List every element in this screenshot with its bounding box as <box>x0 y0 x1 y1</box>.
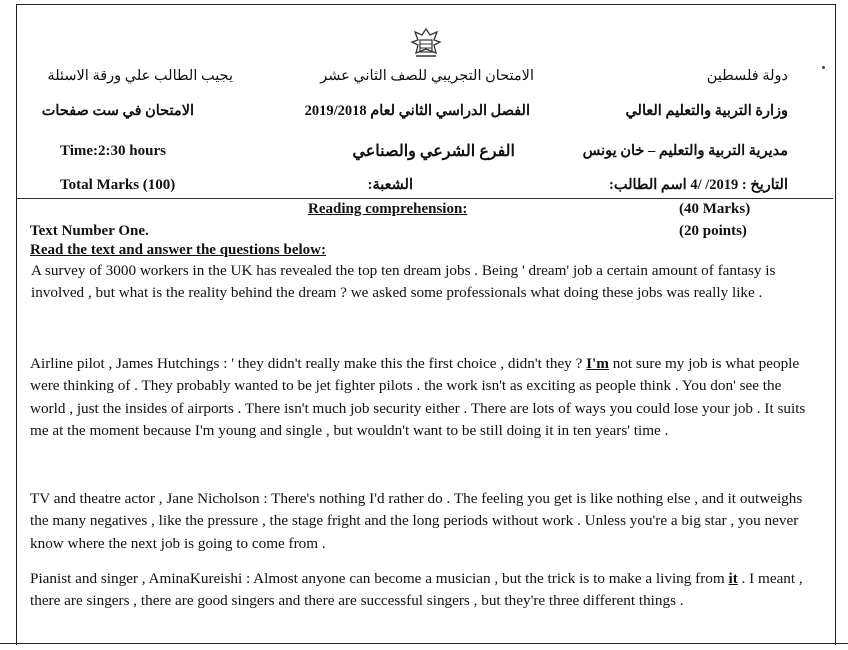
paragraph-4-start: Pianist and singer , AminaKureishi : Almost anyone can become a musician , but the trick is to make a living from <box>30 570 729 587</box>
header-section-field: الشعبة: <box>367 177 413 193</box>
section-title: Reading comprehension: <box>308 201 468 217</box>
paragraph-4 <box>30 568 816 613</box>
header-date-student-name: التاريخ : 2019/ /4 اسم الطالب: <box>609 177 788 193</box>
paragraph-2-rest: not sure my job is what people were thinking of . They probably wanted to be jet fighter pilots . the work isn't as exciting as people think . You don' see the world , just the insides of airports . There isn't much job security either . There are lots of ways you could lose your job . It suits me at the moment because I'm young and single , but wouldn't want to be still doing it in ten years' time . <box>30 355 806 439</box>
text-heading: Text Number One. <box>30 223 149 239</box>
header-time: Time:2:30 hours <box>60 143 166 159</box>
header-answer-instruction: يجيب الطالب علي ورقة الاسئلة <box>47 68 233 84</box>
emblem-logo-icon <box>409 26 443 60</box>
header-total-marks: Total Marks (100) <box>60 177 176 193</box>
paragraph-4-underlined-word: it <box>728 570 738 587</box>
page-bottom-rule <box>0 643 848 644</box>
header-country: دولة فلسطين <box>706 68 788 84</box>
header-semester: الفصل الدراسي الثاني لعام 2019/2018 <box>304 103 530 119</box>
header-page-count: الامتحان في ست صفحات <box>41 103 194 119</box>
header-divider <box>17 198 833 199</box>
paragraph-2 <box>30 353 816 442</box>
header-ministry: وزارة التربية والتعليم العالي <box>625 103 788 119</box>
scan-dot <box>822 66 825 69</box>
section-marks: (40 Marks) <box>679 201 751 217</box>
paragraph-3: TV and theatre actor , Jane Nicholson : There's nothing I'd rather do . The feeling you get is like nothing else , and it outweighs the many negatives , like the pressure , the stage fright and the long periods without work . Unless you're a big star , you never know where the next job is going to come from . <box>30 490 803 552</box>
paragraph-2-start: Airline pilot , James Hutchings : ' they didn't really make this the first choice , didn't they ? <box>30 355 587 372</box>
paragraph-2-underlined-word: I'm <box>586 355 609 372</box>
header-branch: الفرع الشرعي والصناعي <box>352 143 515 160</box>
text-instruction: Read the text and answer the questions below: <box>30 242 326 258</box>
section-points: (20 points) <box>679 223 747 239</box>
header-directorate: مديرية التربية والتعليم – خان يونس <box>582 143 788 159</box>
header-exam-title: الامتحان التجريبي للصف الثاني عشر <box>320 68 534 84</box>
paragraph-4-rest: . I meant , there are singers , there are good singers and there are successful singers , but they're three different things . <box>30 570 803 610</box>
paragraph-1: A survey of 3000 workers in the UK has revealed the top ten dream jobs . Being ' dream' job a certain amount of fantasy is involved , but what is the reality behind the dream ? we asked some professionals what doing these jobs was really like . <box>31 262 776 302</box>
